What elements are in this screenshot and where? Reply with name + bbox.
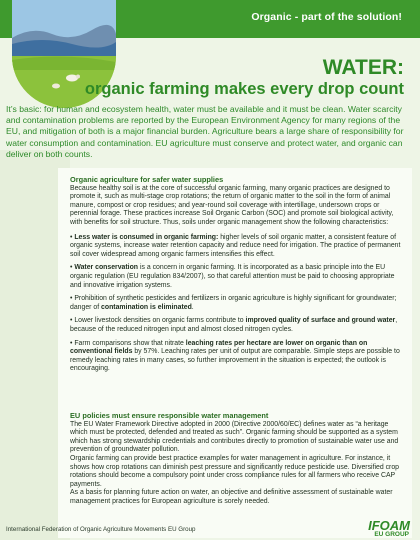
section-heading: EU policies must ensure responsible water management [70, 411, 269, 420]
page-title: WATER: [322, 56, 404, 79]
section-paragraph: The EU Water Framework Directive adopted in 2000 (Directive 2000/60/EC) defines water as “a heritage which must be protected, defended and treated as such”. Organic farming should be supported as a system which has strong stewardship credentials and contributes directly to promotion of sustainable water use and prevention of groundwater pollution. [70, 420, 399, 454]
ifoam-logo [360, 518, 410, 540]
bullet-item: • Less water is consumed in organic farming: higher levels of soil organic matter, a consistent feature of organic systems, increase water retention capacity and reduce need for irrigation. The practice of permanent soil cover widespread among organic farmers intensifies this effect. [70, 233, 401, 258]
section-paragraph: Organic farming can provide best practice examples for water management in agriculture. For instance, it shows how crop rotations can diminish pest pressure and significantly reduce pesticide use. Diversified crop rotations should become a compulsory point under cross compliance rules for all farmers who receive CAP payments. [70, 454, 399, 488]
section-paragraph: As a basis for planning future action on water, an objective and definitive assessment of sustainable water management practices for European agriculture is sorely needed. [70, 489, 393, 505]
banner-text: Organic - part of the solution! [251, 11, 402, 23]
logo-sub: EU GROUP [374, 531, 409, 538]
bullet-item: • Prohibition of synthetic pesticides and fertilizers in organic agriculture is highly significant for groundwater; danger of contamination is eliminated. [70, 295, 397, 311]
page-subtitle: organic farming makes every drop count [84, 80, 404, 98]
section-body: Because healthy soil is at the core of successful organic farming, many organic practices are designed to promote it, such as multi-stage crop rotations; the return of organic matter to the soil in the form of animal manure, compost or crop residues; and year-round soil coverage with intertillage, undersown crops or perennial forage. These practices increase Soil Organic Carbon (SOC) and promote soil biological activity, with benefits for soil structure. Thus, soils under organic management show the following characteristics: [70, 184, 394, 226]
section-eu-policies [70, 412, 404, 511]
footer-org: International Federation of Organic Agriculture Movements EU Group [6, 526, 196, 533]
logo-main: IFOAM [368, 518, 410, 533]
bullet-item: • Lower livestock densities on organic farms contribute to improved quality of surface and ground water, because of the reduced nitrogen input and almost closed nitrogen cycles. [70, 317, 398, 333]
bullet-item: • Water conservation is a concern in organic farming. It is incorporated as a basic principle into the EU organic regulation (EU regulation 834/2007), so that careful attention must be paid to choosing appropriate and innovative irrigation systems. [70, 264, 395, 289]
section-heading: Organic agriculture for safer water supplies [70, 175, 224, 184]
bullet-item: • Farm comparisons show that nitrate leaching rates per hectare are lower on organic than on conventional fields by 57%. Leaching rates per unit of output are comparable. Simple steps are possible to remedy leaching rates in many cases, so further improvement in the situation is expected; the outlook is encouraging. [70, 339, 400, 373]
intro-paragraph: It’s basic: for human and ecosystem health, water must be available and it must be clean. Water scarcity and contamination problems are reported by the European Environment Agency for many regions of the EU, and mitigation of both is a major financial burden. Agriculture bears a large share of responsibility for water consumption and contamination. EU agriculture must conserve and protect water, and organic can deliver on both counts. [6, 104, 404, 159]
section-safer-water [70, 176, 404, 379]
